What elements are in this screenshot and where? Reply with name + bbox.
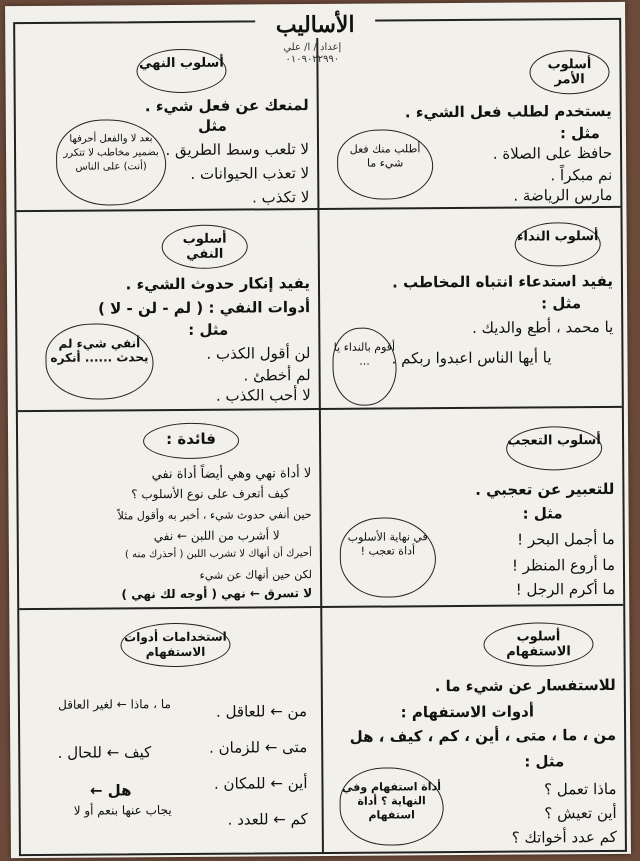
example-label: مثل : — [541, 294, 582, 313]
definition: للاستفسار عن شيء ما . — [434, 675, 616, 696]
note-line: لا أداة نهي وهي أيضاً أداة نفي — [151, 466, 312, 483]
definition: للتعبير عن تعجبي . — [475, 479, 615, 499]
example-item: ما أروع المنظر ! — [511, 555, 616, 575]
example-item: لا تكذب . — [251, 188, 310, 207]
tool-use: هل ← — [89, 781, 132, 800]
example-item: لا تعذب الحيوانات . — [190, 164, 310, 183]
tool-use: ما ، ماذا ← لغير العاقل — [58, 697, 171, 712]
cell-heading: أسلوب النهي — [136, 49, 226, 94]
author-name: إعداد / ا/ علي — [283, 41, 342, 54]
example-item: لم أخطئ . — [243, 366, 311, 385]
worksheet-paper — [5, 2, 631, 858]
note-cloud: في نهاية الأسلوب أداة تعجب ! — [340, 517, 437, 598]
cell-faida — [18, 410, 320, 608]
example-item: حافظ على الصلاة . — [492, 143, 613, 163]
definition: لمنعك عن فعل شيء . — [144, 96, 309, 116]
tool-use: أين ← للمكان . — [213, 774, 308, 793]
cell-amr — [318, 20, 620, 208]
note-line: كيف أتعرف على نوع الأسلوب ؟ — [131, 486, 290, 502]
example-item: ماذا تعمل ؟ — [544, 779, 617, 799]
tools-list: من ، ما ، متى ، أين ، كم ، كيف ، هل — [349, 725, 617, 746]
tool-use: من ← للعاقل . — [215, 702, 308, 721]
tool-use: كيف ← للحال . — [57, 743, 152, 762]
cell-heading: أسلوب الأمر — [529, 50, 609, 95]
example-item: لا تلعب وسط الطريق . — [165, 140, 310, 160]
cell-nafy — [16, 210, 318, 410]
cell-heading: أسلوب الاستفهام — [483, 622, 593, 667]
note-line: حين أنفي حدوث شيء ، أخبر به وأقول مثلاً — [117, 508, 312, 523]
tools-label: أدوات الاستفهام : — [400, 702, 535, 722]
tool-use: كم ← للعدد . — [227, 810, 308, 829]
page-title: الأساليب — [255, 12, 375, 39]
example-item: لن أقول الكذب . — [206, 344, 311, 363]
note-line: لا تسرق ← نهي ( أوجه لك نهي ) — [121, 586, 313, 602]
definition: يفيد استدعاء انتباه المخاطب . — [392, 271, 614, 292]
note-cloud: أطلب منك فعل شيء ما — [337, 129, 433, 200]
cell-heading: أسلوب النفي — [162, 224, 248, 269]
cell-taajub — [321, 408, 623, 606]
example-label: مثل : — [188, 320, 229, 339]
cell-heading: استخدامات أدوات الاستفهام — [120, 623, 230, 668]
example-item: كم عدد أخواتك ؟ — [511, 827, 617, 847]
example-item: مارس الرياضة . — [513, 185, 613, 205]
cell-adawat — [19, 608, 322, 854]
cell-heading: فائدة : — [143, 423, 239, 460]
example-label: مثل — [197, 116, 227, 135]
note-line: أحيرك أن أنهاك لا تشرب اللبن ( أحذرك منه ) — [124, 548, 312, 561]
cell-istifham — [322, 606, 625, 852]
note-cloud: بعد لا والفعل أحرفها بضمير مخاطب لا تتكرر (أنت) على الناس — [56, 119, 167, 206]
tool-use: يجاب عنها بنعم أو لا — [73, 803, 172, 818]
example-item: يا أيها الناس اعبدوا ربكم . — [391, 348, 552, 368]
tool-use: متى ← للزمان . — [209, 738, 308, 757]
table-frame — [13, 11, 627, 856]
cell-heading: أسلوب النداء — [515, 222, 601, 267]
note-line: لكن حين أنهاك عن شيء — [199, 568, 313, 582]
definition: يستخدم لطلب فعل الشيء . — [404, 101, 612, 122]
example-item: يا محمد ، أطع والديك . — [472, 317, 614, 337]
author-phone: ٠١٠٩٠٢٢٩٩٠ — [285, 53, 340, 66]
cell-heading: أسلوب التعجب — [506, 426, 602, 471]
tools-line: أدوات النفي : ( لم - لن - لا ) — [97, 298, 311, 318]
note-cloud: أداة استفهام وفي النهاية ؟ أداة استفهام — [339, 767, 444, 846]
note-line: لا أشرب من اللبن ← نفي — [153, 528, 280, 544]
example-label: مثل : — [522, 504, 563, 523]
example-item: ما أكرم الرجل ! — [515, 579, 616, 599]
cell-nidaa — [319, 208, 621, 408]
example-item: ما أجمل البحر ! — [517, 529, 615, 549]
note-cloud: أنفي شيء لم يحدث ...... أنكره — [45, 323, 154, 400]
example-item: لا أحب الكذب . — [215, 386, 311, 405]
definition: يفيد إنكار حدوث الشيء . — [125, 274, 311, 294]
note-cloud: أقوم بالنداء يا ... — [332, 327, 397, 405]
example-label: مثل : — [524, 752, 565, 771]
example-label: مثل : — [559, 124, 600, 143]
example-item: نم مبكراً . — [550, 165, 613, 185]
example-item: أين تعيش ؟ — [544, 803, 617, 823]
cell-nahy — [15, 22, 317, 210]
